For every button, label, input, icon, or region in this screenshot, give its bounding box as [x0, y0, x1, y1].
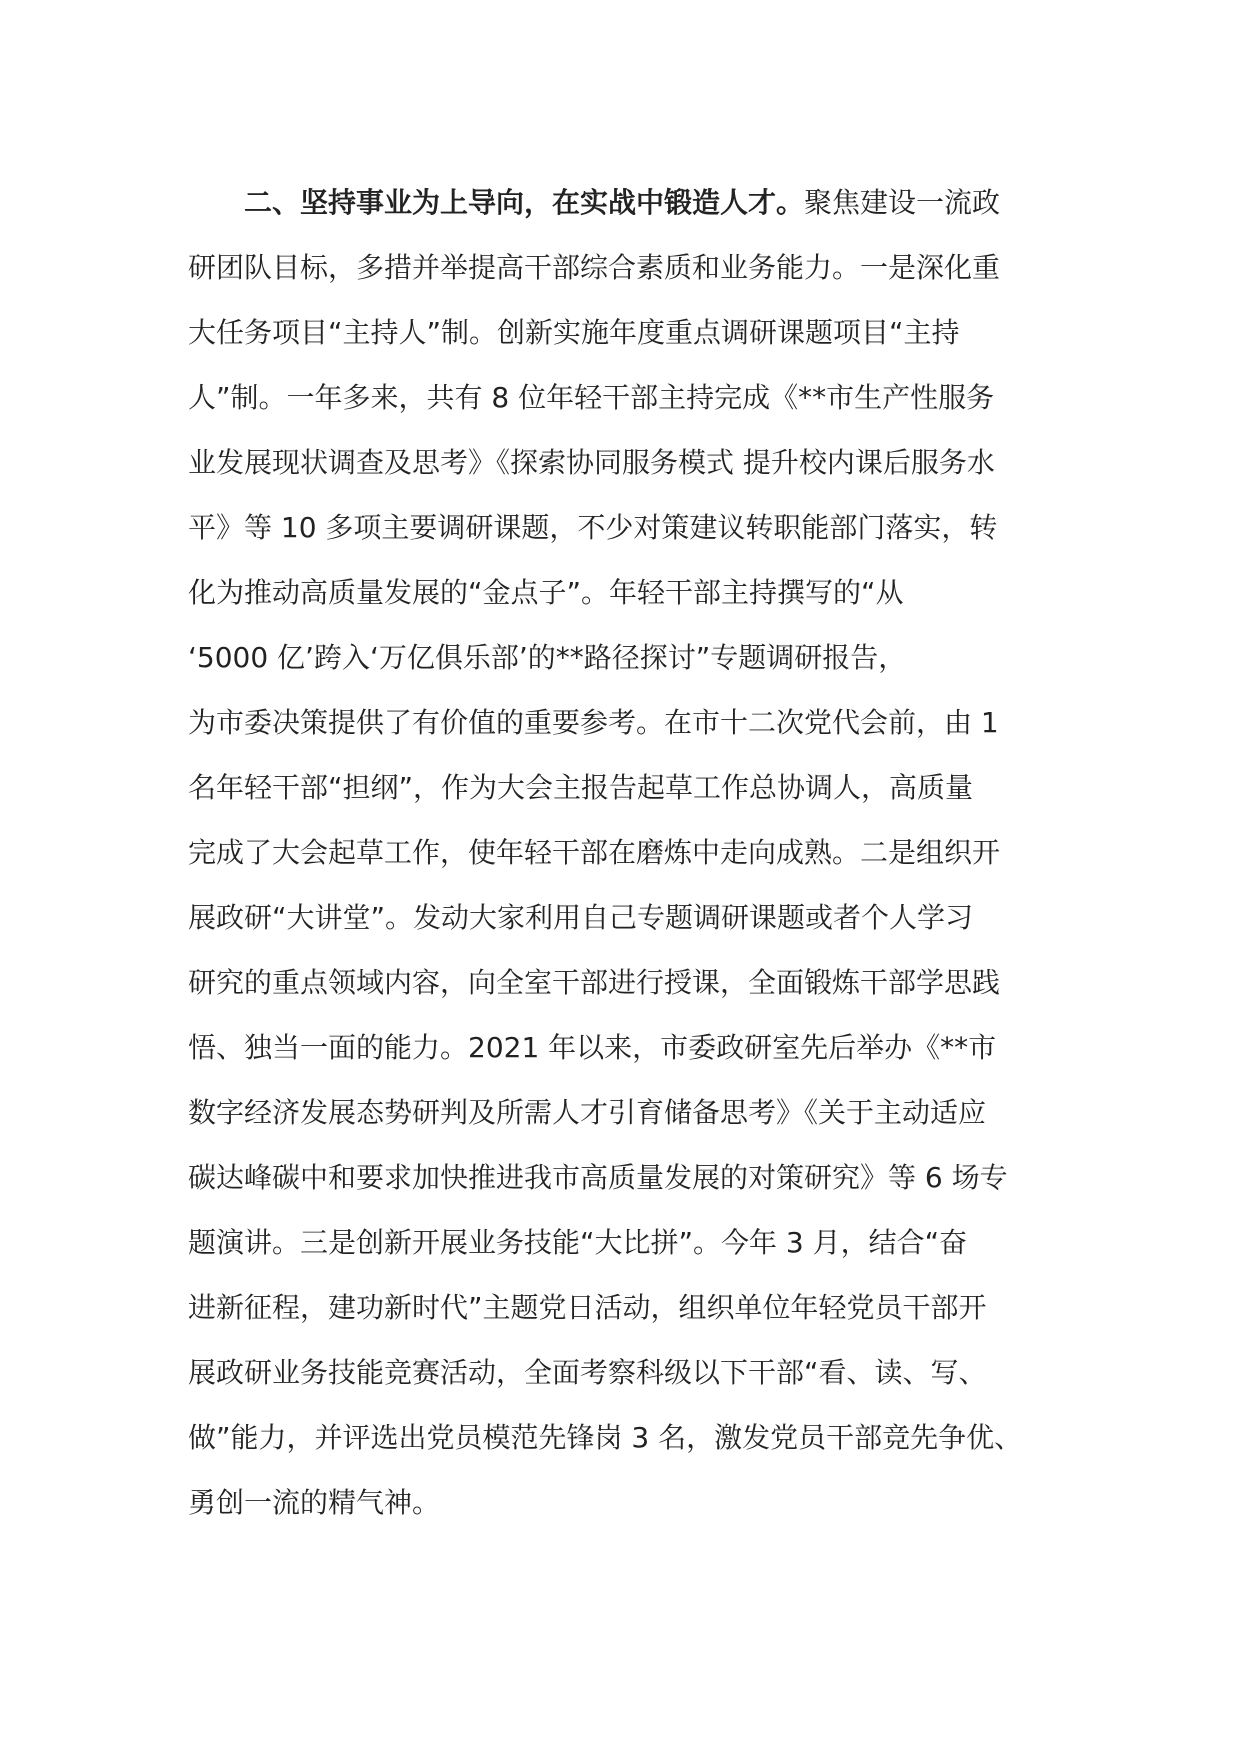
- text-line: 平》等 10 多项主要调研课题，不少对策建议转职能部门落实，转: [188, 511, 998, 544]
- text-line: [188, 170, 1068, 235]
- text-line: 研团队目标，多措并举提高干部综合素质和业务能力。一是深化重: [188, 251, 1001, 284]
- text-line: 数字经济发展态势研判及所需人才引育储备思考》《关于主动适应: [188, 1096, 987, 1129]
- section-heading: 二、坚持事业为上导向，在实战中锻造人才。: [244, 186, 805, 219]
- text-line: 名年轻干部“担纲”，作为大会主报告起草工作总协调人，高质量: [188, 771, 974, 804]
- text-line: 题演讲。三是创新开展业务技能“大比拼”。今年 3 月，结合“奋: [188, 1226, 968, 1259]
- body-paragraph: [188, 170, 1068, 1535]
- text-line-content: 聚焦建设一流政: [804, 186, 1001, 219]
- text-line: 化为推动高质量发展的“金点子”。年轻干部主持撰写的“从: [188, 576, 904, 609]
- text-line: 研究的重点领域内容，向全室干部进行授课，全面锻炼干部学思践: [188, 966, 1001, 999]
- text-line: 为市委决策提供了有价值的重要参考。在市十二次党代会前，由 1: [188, 706, 999, 739]
- text-line: 完成了大会起草工作，使年轻干部在磨炼中走向成熟。二是组织开: [188, 836, 1001, 869]
- text-line: 碳达峰碳中和要求加快推进我市高质量发展的对策研究》等 6 场专: [188, 1161, 1008, 1194]
- text-line: 大任务项目“主持人”制。创新实施年度重点调研课题项目“主持: [188, 316, 960, 349]
- text-line: 人”制。一年多来，共有 8 位年轻干部主持完成《**市生产性服务: [188, 381, 995, 414]
- text-line: 勇创一流的精气神。: [188, 1486, 441, 1519]
- text-line: ‘5000 亿’跨入‘万亿俱乐部’的**路径探讨”专题调研报告，: [188, 641, 907, 674]
- text-line: 进新征程，建功新时代”主题党日活动，组织单位年轻党员干部开: [188, 1291, 987, 1324]
- text-line: 展政研“大讲堂”。发动大家利用自己专题调研课题或者个人学习: [188, 901, 974, 934]
- text-line: 业发展现状调查及思考》《探索协同服务模式 提升校内课后服务水: [188, 446, 995, 479]
- text-line: 悟、独当一面的能力。2021 年以来，市委政研室先后举办《**市: [188, 1031, 997, 1064]
- text-line: 做”能力，并评选出党员模范先锋岗 3 名，激发党员干部竞先争优、: [188, 1421, 1023, 1454]
- text-line: 展政研业务技能竞赛活动，全面考察科级以下干部“看、读、写、: [188, 1356, 987, 1389]
